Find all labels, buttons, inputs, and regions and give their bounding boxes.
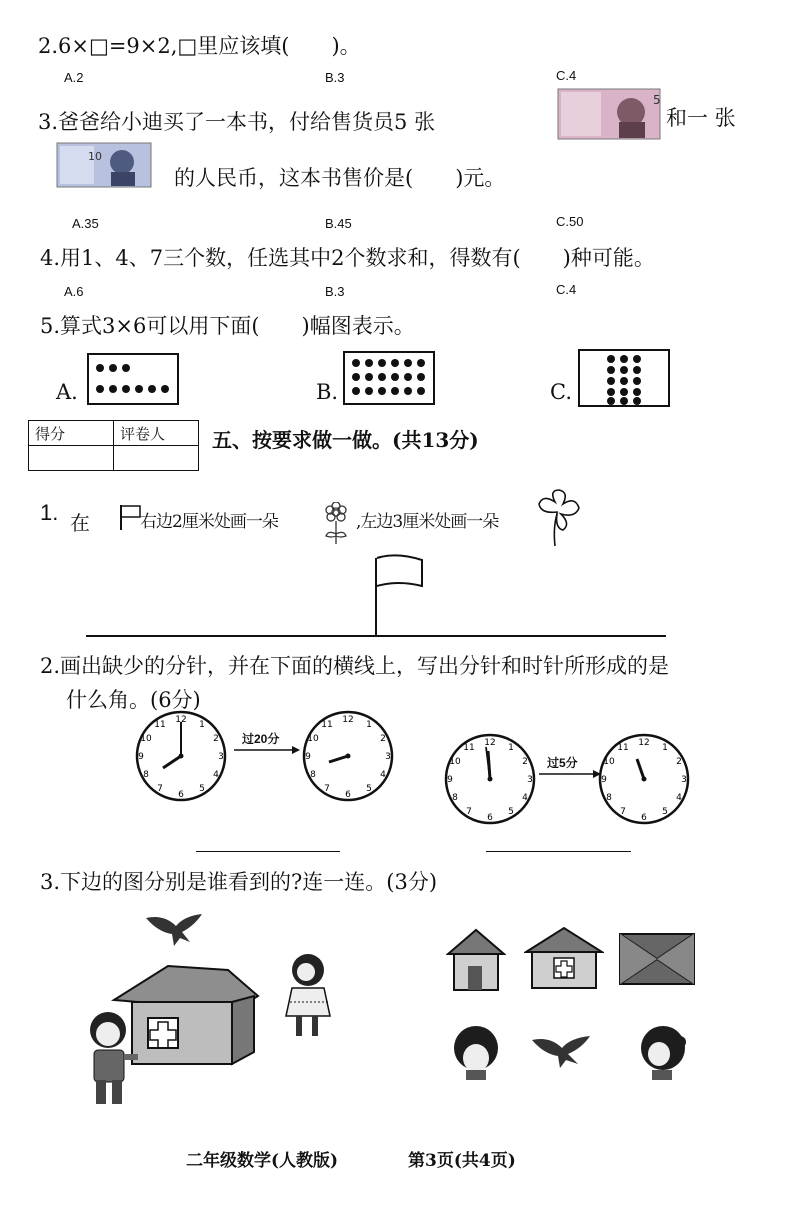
svg-text:11: 11 (617, 743, 629, 753)
grader-header: 评卷人 (114, 421, 199, 446)
svg-text:8: 8 (452, 793, 458, 803)
svg-text:1: 1 (199, 720, 205, 730)
s1-word-in: 在 (70, 511, 90, 535)
svg-text:7: 7 (157, 784, 163, 794)
q4-text: 4.用1、4、7三个数，任选其中2个数求和，得数有( )种可能。 (40, 246, 655, 270)
svg-text:5: 5 (199, 784, 205, 794)
svg-text:7: 7 (324, 784, 330, 794)
svg-text:7: 7 (620, 807, 626, 817)
svg-text:9: 9 (138, 752, 144, 762)
svg-text:12: 12 (638, 738, 650, 748)
svg-text:7: 7 (466, 807, 472, 817)
girl-face-option (636, 1024, 690, 1084)
flag-on-baseline (86, 552, 666, 644)
q5-figure-a-label: A. (56, 380, 78, 404)
svg-text:9: 9 (305, 752, 311, 762)
bird-option (530, 1034, 596, 1074)
q4-option-b: B.3 (325, 284, 345, 299)
banknote-10-image (56, 142, 152, 188)
clock-1-eight-oclock (133, 708, 229, 808)
q3-text-before: 3.爸爸给小迪买了一本书，付给售货员5 张 (38, 110, 436, 134)
s2-line1: 2.画出缺少的分针，并在下面的横线上，写出分针和时针所形成的是 (40, 654, 670, 678)
svg-text:5: 5 (366, 784, 372, 794)
svg-text:3: 3 (681, 775, 687, 785)
s1-text-right: 右边2厘米处画一朵 (140, 512, 278, 532)
svg-text:2: 2 (380, 734, 386, 744)
answer-line-1[interactable] (196, 851, 340, 852)
svg-text:6: 6 (641, 813, 647, 823)
clover-icon (535, 488, 583, 552)
svg-text:4: 4 (380, 770, 386, 780)
q2-text: 2.6×□=9×2,□里应该填( )。 (38, 34, 361, 58)
banknote-10-value: 10 (88, 150, 102, 163)
footer-page-number: 第3页(共4页) (408, 1151, 516, 1171)
q3-option-b: B.45 (325, 216, 352, 231)
score-table (28, 420, 199, 471)
s2-line2: 什么角。(6分) (66, 688, 201, 712)
svg-text:11: 11 (463, 743, 475, 753)
bird-icon (144, 912, 208, 952)
boy-face-option (450, 1024, 502, 1084)
svg-text:2: 2 (676, 757, 682, 767)
svg-text:1: 1 (662, 743, 668, 753)
svg-text:6: 6 (178, 790, 184, 800)
svg-text:12: 12 (342, 715, 354, 725)
view-roof-top (618, 932, 696, 990)
svg-text:10: 10 (449, 757, 461, 767)
q3-text-middle: 和一 张 (666, 106, 736, 130)
q5-figure-b-label: B. (316, 380, 339, 404)
clock-3-twelve-oclock (442, 731, 538, 831)
svg-text:6: 6 (487, 813, 493, 823)
svg-text:4: 4 (676, 793, 682, 803)
svg-text:8: 8 (310, 770, 316, 780)
svg-text:3: 3 (218, 752, 224, 762)
svg-text:2: 2 (522, 757, 528, 767)
svg-text:9: 9 (601, 775, 607, 785)
s1-number: 1. (40, 500, 59, 525)
svg-text:3: 3 (385, 752, 391, 762)
footer-subject: 二年级数学(人教版) (186, 1151, 339, 1171)
view-house-front-cross (524, 926, 604, 996)
banknote-5-value: 5 (653, 93, 661, 107)
s3-text: 3.下边的图分别是谁看到的?连一连。(3分) (40, 870, 438, 894)
svg-text:6: 6 (345, 790, 351, 800)
q3-option-a: A.35 (72, 216, 99, 231)
svg-text:10: 10 (140, 734, 152, 744)
svg-text:1: 1 (508, 743, 514, 753)
q2-option-c: C.4 (556, 68, 577, 83)
banknote-5-image (557, 88, 661, 140)
svg-text:4: 4 (213, 770, 219, 780)
s1-text-left: ,左边3厘米处画一朵 (356, 512, 499, 532)
arrow-label-20: 过20分 (242, 732, 280, 746)
svg-text:8: 8 (143, 770, 149, 780)
svg-text:12: 12 (175, 715, 187, 725)
svg-text:9: 9 (447, 775, 453, 785)
clock-4-missing-minute-hand (596, 731, 692, 831)
q3-option-c: C.50 (556, 214, 584, 229)
q2-option-a: A.2 (64, 70, 84, 85)
section5-title: 五、按要求做一做。(共13分) (212, 428, 479, 452)
svg-text:4: 4 (522, 793, 528, 803)
svg-text:5: 5 (662, 807, 668, 817)
q3-text-after: 的人民币，这本书售价是( )元。 (174, 166, 506, 190)
q5-text: 5.算式3×6可以用下面( )幅图表示。 (40, 314, 415, 338)
svg-text:11: 11 (154, 720, 166, 730)
svg-text:2: 2 (213, 734, 219, 744)
svg-text:1: 1 (366, 720, 372, 730)
score-header: 得分 (29, 421, 114, 446)
clock-2-missing-minute-hand (300, 708, 396, 808)
svg-text:12: 12 (484, 738, 496, 748)
q2-option-b: B.3 (325, 70, 345, 85)
answer-line-2[interactable] (486, 851, 631, 852)
q5-figure-c-label: C. (550, 380, 572, 404)
svg-text:10: 10 (603, 757, 615, 767)
arrow-label-5: 过5分 (547, 756, 578, 770)
q4-option-a: A.6 (64, 284, 84, 299)
svg-text:10: 10 (307, 734, 319, 744)
boy-figure (78, 1010, 140, 1114)
svg-text:3: 3 (527, 775, 533, 785)
q4-option-c: C.4 (556, 282, 577, 297)
svg-text:8: 8 (606, 793, 612, 803)
score-cell (29, 446, 114, 471)
girl-figure (282, 952, 336, 1048)
flower-icon (320, 502, 352, 552)
svg-text:5: 5 (508, 807, 514, 817)
q5-figure-c (578, 349, 670, 407)
svg-text:11: 11 (321, 720, 333, 730)
q5-figure-b (343, 351, 435, 405)
grader-cell (114, 446, 199, 471)
view-house-side (446, 928, 506, 998)
q5-figure-a (87, 353, 179, 405)
